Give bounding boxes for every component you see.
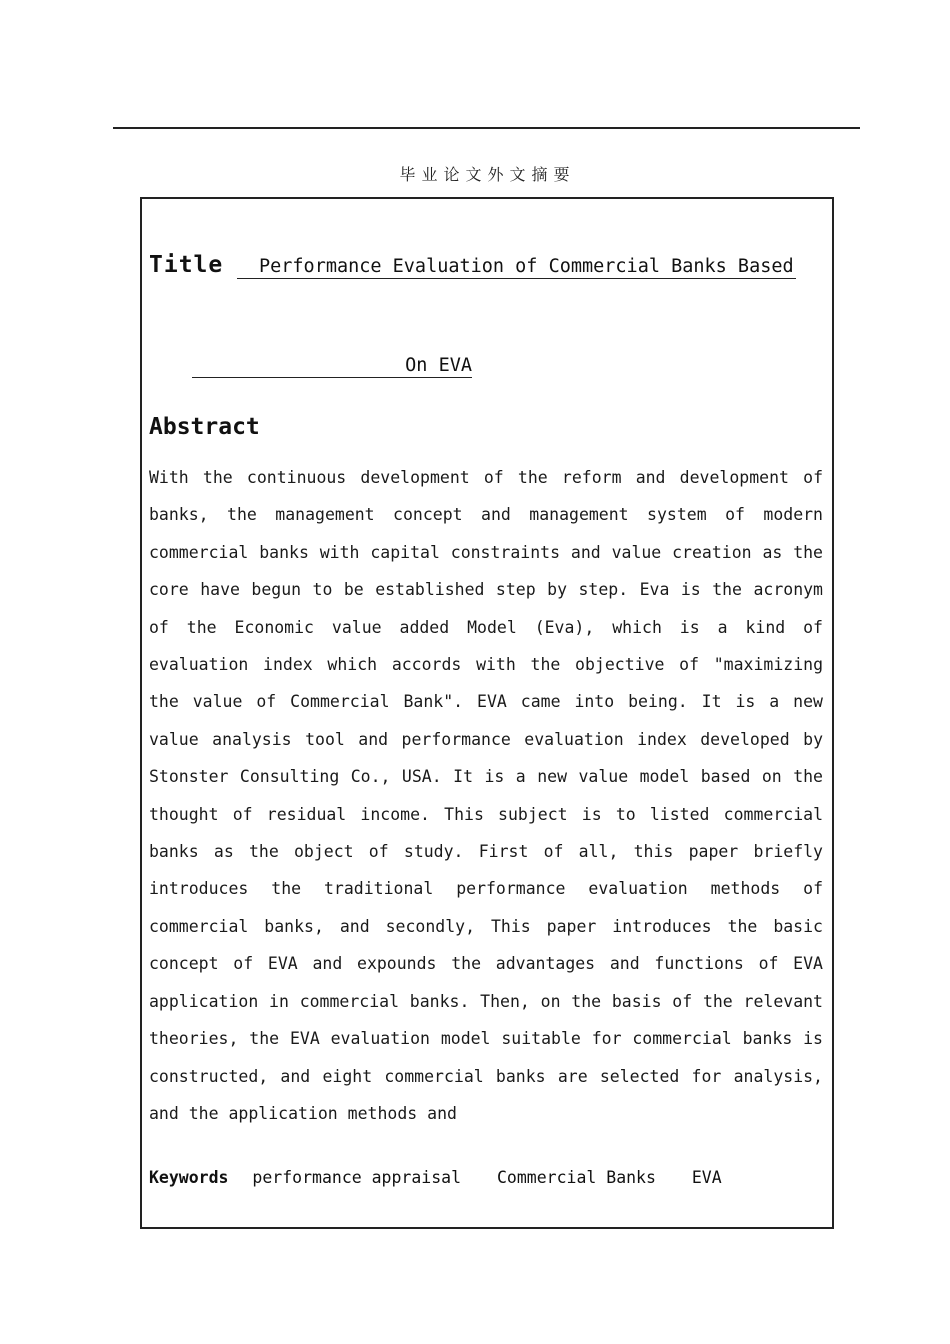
page-header-label: 毕业论文外文摘要 <box>399 165 576 184</box>
keyword-item: performance appraisal <box>252 1168 462 1187</box>
title-text-line-2: On EVA <box>192 355 472 378</box>
keyword-item: Commercial Banks <box>496 1168 656 1187</box>
keywords-label: Keywords <box>149 1168 229 1187</box>
keywords-row <box>149 1168 748 1187</box>
top-horizontal-rule <box>113 127 860 129</box>
keyword-item: EVA <box>691 1168 722 1187</box>
abstract-body-text: With the continuous development of the reform and development of banks, the management concept and management system of modern commercial banks with capital constraints and value creation as the core have begun to be established step by step. Eva is the acronym of the Economic value added Model (Eva), which is a kind of evaluation index which accords with the objective of "maximizing the value of Commercial Bank". EVA came into being. It is a new value analysis tool and performance evaluation index developed by Stonster Consulting Co., USA. It is a new value model based on the thought of residual income. This subject is to listed commercial banks as the object of study. First of all, this paper briefly introduces the traditional performance evaluation methods of commercial banks, and secondly, This paper introduces the basic concept of EVA and expounds the advantages and functions of EVA application in commercial banks. Then, on the basis of the relevant theories, the EVA evaluation model suitable for commercial banks is constructed, and eight commercial banks are selected for analysis, and the application methods and <box>149 468 823 1123</box>
abstract-heading: Abstract <box>149 414 260 440</box>
title-text-line-1: Performance Evaluation of Commercial Banks Based <box>237 256 796 279</box>
title-label: Title <box>149 252 224 278</box>
